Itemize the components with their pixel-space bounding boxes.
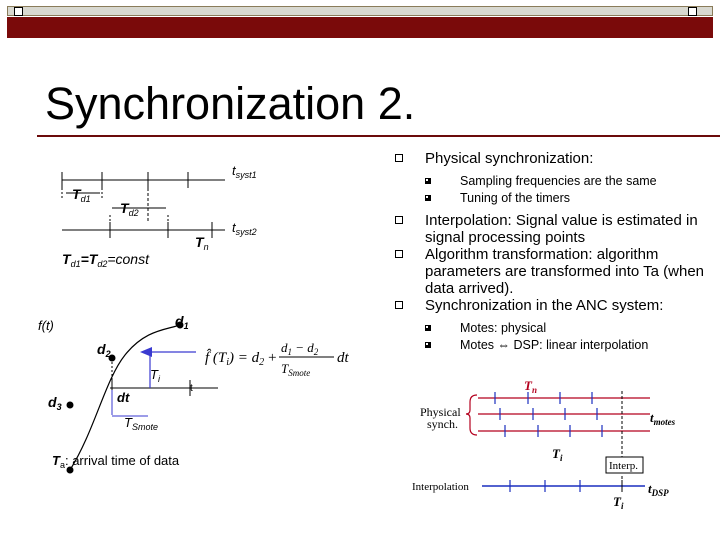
interp-label: Interp. (609, 460, 639, 472)
tsmote-label: $T_{Smote}$ (124, 415, 158, 432)
d3-label: $d_3$ (48, 394, 62, 412)
bullet-algorithm: Algorithm transformation: algorithm parameters are transformed into Ta (when data arrived). (395, 246, 715, 297)
physical-label: Physical (420, 405, 461, 419)
sub-bullet-motes-dsp: Motes ⇔ DSP: linear interpolation (395, 337, 715, 354)
page-title: Synchronization 2. (45, 78, 416, 129)
interp-formula (205, 340, 350, 378)
svg-text:f̂ (Ti) = d2+: f̂ $(T_i) = d_2$ + (205, 350, 278, 368)
bullet-interpolation: Interpolation: Signal value is estimated in signal processing points (395, 212, 715, 246)
dt-label: dt (117, 390, 130, 405)
const-equation: $T_{d1}=T_{d2}=const$ (62, 251, 149, 269)
anc-tn-label: $T_n$ (524, 378, 537, 395)
svg-text:TSmote: $T_{Smote}$ (281, 361, 311, 378)
ti-label: $T_i$ (150, 367, 160, 384)
svg-text:dt: dt (337, 350, 349, 366)
point-d3 (67, 402, 74, 409)
bullet-physical-sync: Physical synchronization: (395, 150, 715, 167)
td2-label: $T_{d2}$ (120, 200, 139, 218)
sub-bullet-motes-physical: Motes: physical (395, 320, 715, 337)
tn-label: $T_n$ (195, 234, 209, 252)
ta-caption: $T_a$: arrival time of data (52, 453, 180, 470)
d1-label: $d_1$ (175, 313, 189, 331)
timing-diagram (62, 172, 225, 238)
sub-bullet-sampling: Sampling frequencies are the same (395, 173, 715, 190)
interpolation-label: Interpolation (412, 481, 469, 493)
synch-label: synch. (427, 417, 458, 431)
bullet-anc-sync: Synchronization in the ANC system: (395, 297, 715, 314)
ft-label: f(t) (38, 318, 54, 333)
tmotes-label: $t_{motes}$ (650, 410, 676, 427)
interp-plot (67, 322, 219, 474)
anc-diagram (466, 391, 650, 492)
anc-ti2-label: $T_i$ (613, 494, 624, 511)
tdsp-label: $t_{DSP}$ (648, 481, 669, 498)
t-label: t (190, 383, 193, 394)
tsyst2-label: $t_{syst2}$ (232, 220, 257, 237)
d2-label: $d_2$ (97, 341, 111, 359)
sub-bullet-tuning: Tuning of the timers (395, 190, 715, 207)
svg-text:d1 − d2: $d_1 - d_2$ (281, 340, 319, 357)
td1-label: $T_{d1}$ (72, 186, 91, 204)
tsyst1-label: $t_{syst1}$ (232, 163, 257, 180)
anc-ti-label: $T_i$ (552, 446, 563, 463)
